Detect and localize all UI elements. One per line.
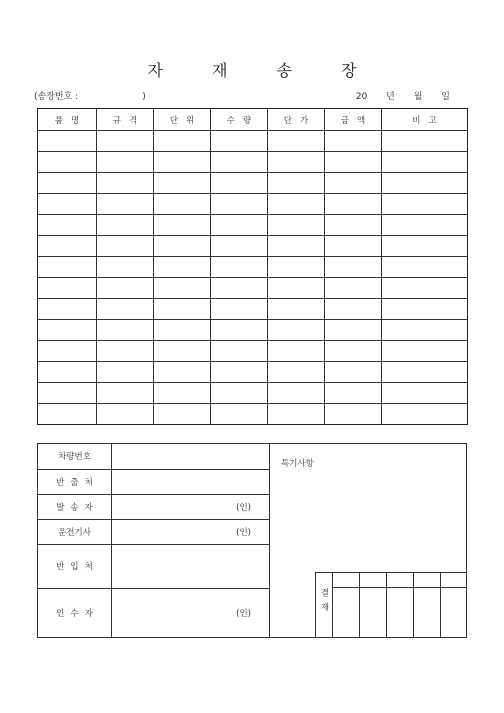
table-cell[interactable] bbox=[97, 173, 154, 194]
table-row bbox=[38, 173, 468, 194]
table-cell[interactable] bbox=[382, 215, 468, 236]
table-cell[interactable] bbox=[154, 194, 211, 215]
table-cell[interactable] bbox=[268, 215, 325, 236]
shipment-number bbox=[34, 89, 146, 102]
table-cell[interactable] bbox=[97, 257, 154, 278]
table-cell[interactable] bbox=[211, 194, 268, 215]
items-header-row bbox=[38, 109, 468, 131]
approval-title-cell bbox=[413, 573, 440, 588]
table-cell[interactable] bbox=[325, 320, 382, 341]
document-title: 자 재 송 장 bbox=[147, 61, 379, 80]
table-cell[interactable] bbox=[268, 173, 325, 194]
header-quantity: 수량 bbox=[211, 109, 268, 131]
table-cell[interactable] bbox=[38, 236, 97, 257]
table-cell[interactable] bbox=[211, 152, 268, 173]
table-cell[interactable] bbox=[268, 299, 325, 320]
table-cell[interactable] bbox=[97, 215, 154, 236]
table-cell[interactable] bbox=[97, 383, 154, 404]
table-cell[interactable] bbox=[211, 341, 268, 362]
table-cell[interactable] bbox=[97, 299, 154, 320]
table-cell[interactable] bbox=[268, 278, 325, 299]
table-cell[interactable] bbox=[382, 362, 468, 383]
table-row bbox=[38, 278, 468, 299]
table-cell[interactable] bbox=[211, 215, 268, 236]
table-row bbox=[38, 236, 468, 257]
table-cell[interactable] bbox=[382, 404, 468, 425]
table-cell[interactable] bbox=[97, 320, 154, 341]
table-cell[interactable] bbox=[268, 362, 325, 383]
receiver-label: 인수자 bbox=[38, 588, 112, 637]
table-cell[interactable] bbox=[211, 404, 268, 425]
table-row bbox=[38, 131, 468, 152]
header-remarks: 비고 bbox=[382, 109, 468, 131]
table-cell[interactable] bbox=[325, 194, 382, 215]
table-cell[interactable] bbox=[268, 131, 325, 152]
delivered-to-row bbox=[38, 544, 270, 588]
table-cell[interactable] bbox=[154, 257, 211, 278]
table-row bbox=[38, 383, 468, 404]
table-cell[interactable] bbox=[268, 320, 325, 341]
table-cell[interactable] bbox=[211, 257, 268, 278]
table-cell[interactable] bbox=[211, 278, 268, 299]
table-cell[interactable] bbox=[154, 173, 211, 194]
table-cell[interactable] bbox=[268, 236, 325, 257]
table-row bbox=[38, 320, 468, 341]
table-cell[interactable] bbox=[325, 152, 382, 173]
table-cell[interactable] bbox=[268, 194, 325, 215]
table-cell[interactable] bbox=[38, 257, 97, 278]
header-unit: 단위 bbox=[154, 109, 211, 131]
delivered-to-field[interactable] bbox=[112, 544, 270, 588]
vehicle-number-field[interactable] bbox=[112, 444, 270, 469]
table-cell[interactable] bbox=[382, 152, 468, 173]
approval-sign-cell[interactable] bbox=[386, 588, 413, 638]
table-cell[interactable] bbox=[97, 404, 154, 425]
table-cell[interactable] bbox=[211, 383, 268, 404]
header-unit-price: 단가 bbox=[268, 109, 325, 131]
table-cell[interactable] bbox=[325, 383, 382, 404]
table-row bbox=[38, 194, 468, 215]
table-row bbox=[38, 404, 468, 425]
table-cell[interactable] bbox=[38, 404, 97, 425]
shipment-number-label: (송장번호 : bbox=[34, 92, 79, 102]
table-cell[interactable] bbox=[325, 257, 382, 278]
driver-row bbox=[38, 519, 270, 544]
table-cell[interactable] bbox=[211, 299, 268, 320]
header-item-name: 품명 bbox=[38, 109, 97, 131]
approval-sign-cell[interactable] bbox=[413, 588, 440, 638]
table-cell[interactable] bbox=[154, 404, 211, 425]
date-year: 20 bbox=[355, 92, 368, 102]
approval-title-cell bbox=[440, 573, 467, 588]
sender-label: 발송자 bbox=[38, 494, 112, 519]
table-cell[interactable] bbox=[382, 257, 468, 278]
table-cell[interactable] bbox=[325, 236, 382, 257]
table-cell[interactable] bbox=[211, 236, 268, 257]
table-cell[interactable] bbox=[382, 341, 468, 362]
table-cell[interactable] bbox=[382, 299, 468, 320]
table-cell[interactable] bbox=[382, 278, 468, 299]
sender-field[interactable] bbox=[112, 494, 270, 519]
table-cell[interactable] bbox=[38, 320, 97, 341]
sender-seal: (인) bbox=[236, 502, 251, 513]
table-cell[interactable] bbox=[97, 131, 154, 152]
approval-sign-cell[interactable] bbox=[333, 588, 360, 638]
shipped-from-field[interactable] bbox=[112, 469, 270, 494]
driver-field[interactable] bbox=[112, 519, 270, 544]
table-cell[interactable] bbox=[268, 257, 325, 278]
header-amount: 금액 bbox=[325, 109, 382, 131]
delivered-to-label: 반입처 bbox=[38, 544, 112, 588]
table-cell[interactable] bbox=[325, 341, 382, 362]
table-cell[interactable] bbox=[382, 320, 468, 341]
table-cell[interactable] bbox=[382, 236, 468, 257]
table-cell[interactable] bbox=[154, 362, 211, 383]
receiver-seal: (인) bbox=[236, 608, 251, 619]
table-cell[interactable] bbox=[154, 383, 211, 404]
receiver-field[interactable] bbox=[112, 588, 270, 637]
table-row bbox=[38, 257, 468, 278]
approval-title-cell bbox=[333, 573, 360, 588]
table-row bbox=[38, 299, 468, 320]
table-cell[interactable] bbox=[382, 131, 468, 152]
shipped-from-row bbox=[38, 469, 270, 494]
driver-label: 운전기사 bbox=[38, 519, 112, 544]
table-cell[interactable] bbox=[211, 131, 268, 152]
table-cell[interactable] bbox=[211, 362, 268, 383]
date-day-unit: 일 bbox=[441, 92, 450, 102]
table-cell[interactable] bbox=[38, 194, 97, 215]
table-cell[interactable] bbox=[154, 215, 211, 236]
receiver-row bbox=[38, 588, 270, 637]
table-row bbox=[38, 215, 468, 236]
date-line bbox=[340, 89, 450, 102]
table-cell[interactable] bbox=[97, 236, 154, 257]
vehicle-row bbox=[38, 444, 270, 469]
sender-row bbox=[38, 494, 270, 519]
table-cell[interactable] bbox=[38, 362, 97, 383]
shipment-number-close: ) bbox=[142, 92, 146, 102]
approval-box bbox=[315, 572, 467, 638]
table-cell[interactable] bbox=[154, 152, 211, 173]
approval-title-cell bbox=[386, 573, 413, 588]
table-cell[interactable] bbox=[97, 341, 154, 362]
table-cell[interactable] bbox=[38, 341, 97, 362]
table-cell[interactable] bbox=[38, 383, 97, 404]
table-cell[interactable] bbox=[38, 152, 97, 173]
table-row bbox=[38, 341, 468, 362]
table-cell[interactable] bbox=[97, 278, 154, 299]
delivery-info-table bbox=[38, 444, 270, 637]
table-cell[interactable] bbox=[154, 278, 211, 299]
table-cell[interactable] bbox=[325, 404, 382, 425]
table-cell[interactable] bbox=[154, 299, 211, 320]
table-cell[interactable] bbox=[382, 173, 468, 194]
approval-sign-cell[interactable] bbox=[440, 588, 467, 638]
table-cell[interactable] bbox=[268, 383, 325, 404]
table-cell[interactable] bbox=[154, 320, 211, 341]
table-cell[interactable] bbox=[382, 383, 468, 404]
approval-header-row bbox=[316, 573, 468, 588]
approval-label: 결재 bbox=[316, 573, 333, 638]
table-cell[interactable] bbox=[268, 152, 325, 173]
table-cell[interactable] bbox=[38, 215, 97, 236]
table-cell[interactable] bbox=[382, 194, 468, 215]
approval-sign-cell[interactable] bbox=[359, 588, 386, 638]
table-row bbox=[38, 152, 468, 173]
shipped-from-label: 반출처 bbox=[38, 469, 112, 494]
special-notes-label: 특기사항 bbox=[281, 459, 314, 469]
driver-seal: (인) bbox=[236, 527, 251, 538]
table-cell[interactable] bbox=[38, 173, 97, 194]
table-cell[interactable] bbox=[325, 299, 382, 320]
table-cell[interactable] bbox=[211, 173, 268, 194]
header-spec: 규격 bbox=[97, 109, 154, 131]
table-cell[interactable] bbox=[38, 131, 97, 152]
date-year-unit: 년 bbox=[386, 92, 395, 102]
delivery-info-section bbox=[37, 443, 467, 638]
table-cell[interactable] bbox=[97, 152, 154, 173]
approval-sign-row bbox=[316, 588, 468, 638]
table-cell[interactable] bbox=[325, 131, 382, 152]
table-cell[interactable] bbox=[154, 341, 211, 362]
table-row bbox=[38, 362, 468, 383]
table-cell[interactable] bbox=[97, 194, 154, 215]
table-cell[interactable] bbox=[154, 131, 211, 152]
table-cell[interactable] bbox=[211, 320, 268, 341]
table-cell[interactable] bbox=[325, 362, 382, 383]
table-cell[interactable] bbox=[154, 236, 211, 257]
table-cell[interactable] bbox=[38, 299, 97, 320]
vehicle-number-label: 차량번호 bbox=[38, 444, 112, 469]
table-cell[interactable] bbox=[97, 362, 154, 383]
table-cell[interactable] bbox=[325, 215, 382, 236]
table-cell[interactable] bbox=[268, 341, 325, 362]
items-table bbox=[37, 108, 468, 425]
date-month-unit: 월 bbox=[413, 92, 423, 102]
table-cell[interactable] bbox=[38, 278, 97, 299]
table-cell[interactable] bbox=[325, 278, 382, 299]
approval-title-cell bbox=[359, 573, 386, 588]
table-cell[interactable] bbox=[268, 404, 325, 425]
table-cell[interactable] bbox=[325, 173, 382, 194]
